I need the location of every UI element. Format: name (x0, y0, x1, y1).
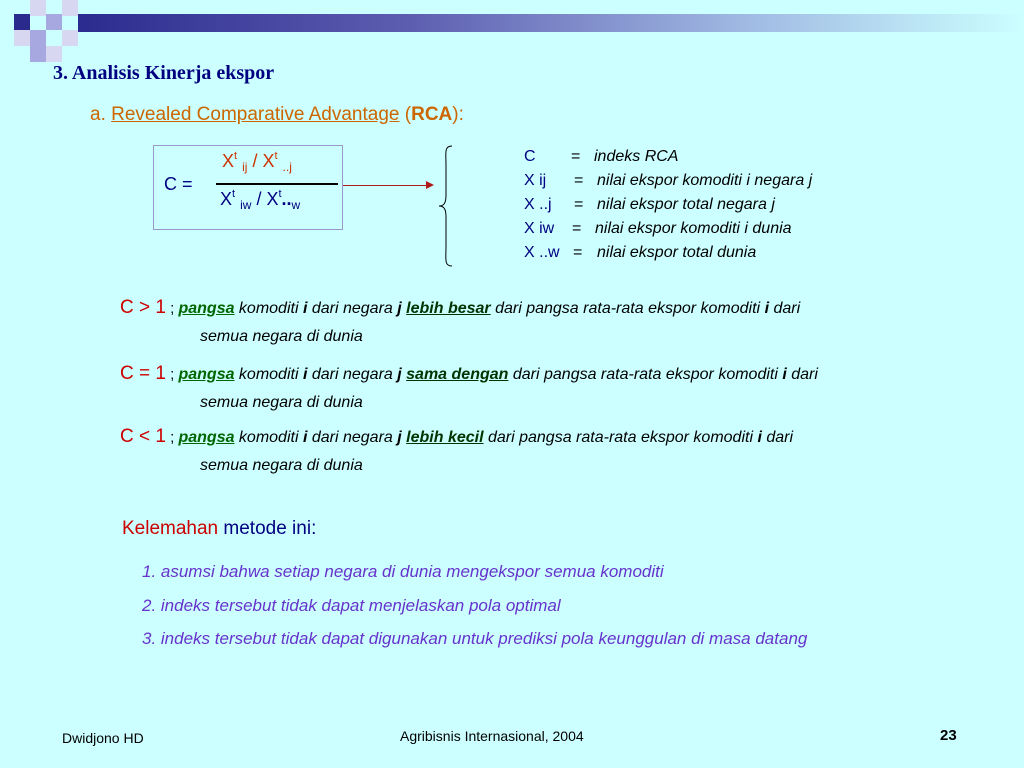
page-number: 23 (940, 727, 957, 744)
formula-lhs: C = (164, 174, 193, 194)
definition-row: X ij = nilai ekspor komoditi i negara j (524, 172, 813, 189)
weakness-heading: Kelemahan metode ini: (122, 518, 317, 539)
decor-square (46, 46, 62, 62)
decor-square (30, 46, 46, 62)
condition-greater: C > 1 ; pangsa komoditi i dari negara j lebih besar dari pangsa rata-rata ekspor komoditi i dari semua negara di dunia (120, 297, 801, 345)
title-gradient-bar (78, 14, 1024, 32)
decor-square (14, 30, 30, 46)
weakness-item: 2. indeks tersebut tidak dapat menjelaskan pola optimal (142, 596, 561, 615)
variable-definitions (524, 145, 813, 265)
decor-square (62, 30, 78, 46)
definition-row: C = indeks RCA (524, 148, 679, 165)
slide-subtitle: a. Revealed Comparative Advantage (RCA): (90, 104, 464, 125)
slide-title: 3. Analisis Kinerja ekspor (53, 62, 275, 84)
weakness-item: 1. asumsi bahwa setiap negara di dunia mengekspor semua komoditi (142, 562, 664, 581)
definition-row: X iw = nilai ekspor komoditi i dunia (524, 220, 792, 237)
decor-square (30, 30, 46, 46)
rca-formula-box (153, 145, 343, 230)
weakness-item: 3. indeks tersebut tidak dapat digunakan untuk prediksi pola keunggulan di masa datang (142, 629, 808, 648)
footer-course: Agribisnis Internasional, 2004 (400, 728, 584, 744)
decor-square (30, 0, 46, 16)
condition-equal: C = 1 ; pangsa komoditi i dari negara j sama dengan dari pangsa rata-rata ekspor komoditi i dari semua negara di dunia (120, 363, 818, 411)
formula-numerator: $X^t$ $_{ij} / X^t$ $_{..j}$ (222, 150, 292, 174)
definition-row: X ..j = nilai ekspor total negara j (524, 196, 775, 213)
decor-square (46, 14, 62, 30)
curly-brace-icon (438, 145, 458, 267)
formula-denominator: $X^t$ $_{iw} / X^t.._w$ (220, 188, 301, 212)
decor-square (62, 0, 78, 16)
fraction-bar (216, 183, 338, 185)
footer-author: Dwidjono HD (62, 730, 144, 746)
definition-row: X ..w = nilai ekspor total dunia (524, 244, 757, 261)
arrow-head-icon (426, 181, 434, 189)
decor-square (14, 14, 30, 30)
arrow-line (343, 185, 427, 186)
condition-less: C < 1 ; pangsa komoditi i dari negara j lebih kecil dari pangsa rata-rata ekspor komoditi i dari semua negara di dunia (120, 426, 794, 474)
